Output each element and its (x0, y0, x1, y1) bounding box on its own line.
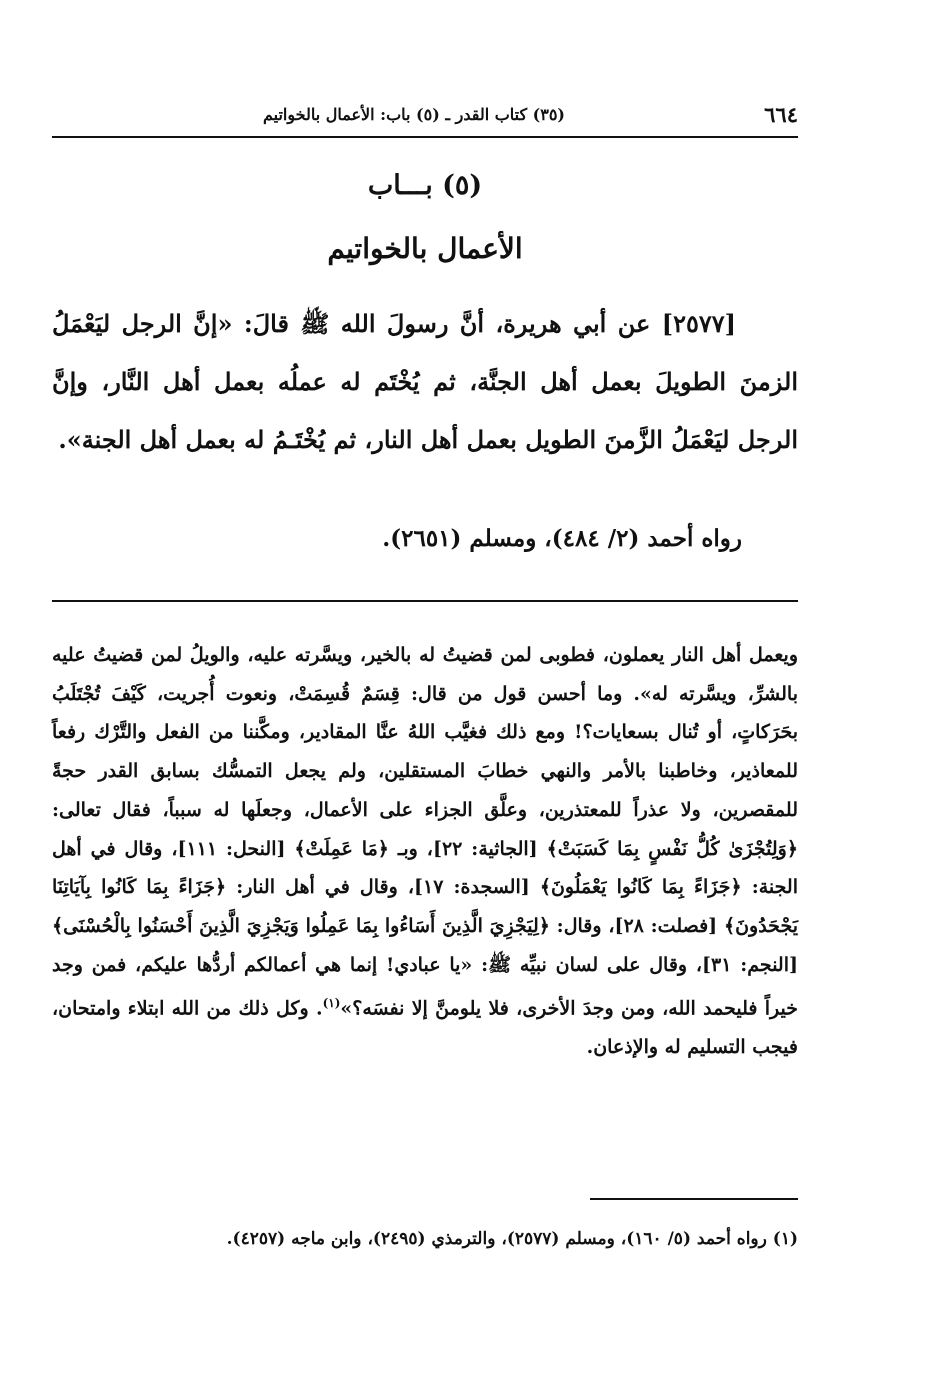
chapter-number: (٥) بـــاب (367, 170, 483, 201)
header-rule (52, 136, 798, 138)
commentary-tail: . وكل ذلك من الله ابتلاء وامتحان، فيجب التسليم له والإذعان. (52, 997, 798, 1059)
running-head-title: (٣٥) كتاب القدر ـ (٥) باب: الأعمال بالخواتيم (262, 105, 565, 124)
hadith-text (52, 295, 798, 469)
page-number: ٦٦٤ (764, 102, 798, 127)
commentary-text (52, 636, 798, 1067)
chapter-title: الأعمال بالخواتيم (327, 232, 523, 265)
footnote-reference: (١) (322, 996, 341, 1011)
hadith-paragraph: [٢٥٧٧] عن أبي هريرة، أنَّ رسولَ الله ﷺ قالَ: «إنَّ الرجل ليَعْمَلُ الزمنَ الطويلَ بعمل أهل الجنَّة، ثم يُخْتَم له عملُه بعمل أهل النَّار، وإنَّ الرجل ليَعْمَلُ الزَّمنَ الطويل بعمل أهل النار، ثم يُخْتَـمُ له بعمل أهل الجنة». (52, 309, 798, 454)
footnote: (١) رواه أحمد (٥/ ١٦٠)، ومسلم (٢٥٧٧)، والترمذي (٢٤٩٥)، وابن ماجه (٤٢٥٧). (226, 1229, 798, 1249)
footnote-rule (590, 1198, 798, 1200)
running-head (52, 96, 798, 136)
commentary-body: ويعمل أهل النار يعملون، فطوبى لمن قضيتُ له بالخير، ويسَّرته عليه، والويلُ لمن قضيتُ عليه بالشرِّ، ويسَّرته له». وما أحسن قول من قال: قِسَمٌ قُسِمَتْ، ونعوت أُجريت، كَيْفَ تُجْتَلَبُ بحَرَكاتٍ، أو تُنال بسعايات؟! ومع ذلك فغيَّب اللهُ عنَّا المقادير، ومكَّننا من الفعل والتَّرْك رفعاً للمعاذير، وخاطبنا بالأمر والنهي خطابَ المستقلين، ولم يجعل التمسُّك بسابق القدر حجةً للمقصرين، ولا عذراً للمعتذرين، وعلَّق الجزاء على الأعمال، وجعلَها له سبباً، فقال تعالى: ﴿وَلِتُجْزَىٰ كُلُّ نَفْسٍ بِمَا كَسَبَتْ﴾ [الجاثية: ٢٢]، وبـ ﴿مَا عَمِلَتْ﴾ [النحل: ١١١]، وقال في أهل الجنة: ﴿جَزَاءً بِمَا كَانُوا يَعْمَلُونَ﴾ [السجدة: ١٧]، وقال في أهل النار: ﴿جَزَاءً بِمَا كَانُوا بِآيَاتِنَا يَجْحَدُونَ﴾ [فصلت: ٢٨]، وقال: ﴿لِيَجْزِيَ الَّذِينَ أَسَاءُوا بِمَا عَمِلُوا وَيَجْزِيَ الَّذِينَ أَحْسَنُوا بِالْحُسْنَى﴾ [النجم: ٣١]، وقال على لسان نبيِّه ﷺ: «يا عبادي! إنما هي أعمالكم أردُّها عليكم، فمن وجد خيراً فليحمد الله، ومن وجدَ الأخرى، فلا يلومنَّ إلا نفسَه؟» (52, 644, 799, 1020)
section-rule (52, 600, 798, 602)
hadith-source: رواه أحمد (٢/ ٤٨٤)، ومسلم (٢٦٥١). (382, 525, 742, 552)
